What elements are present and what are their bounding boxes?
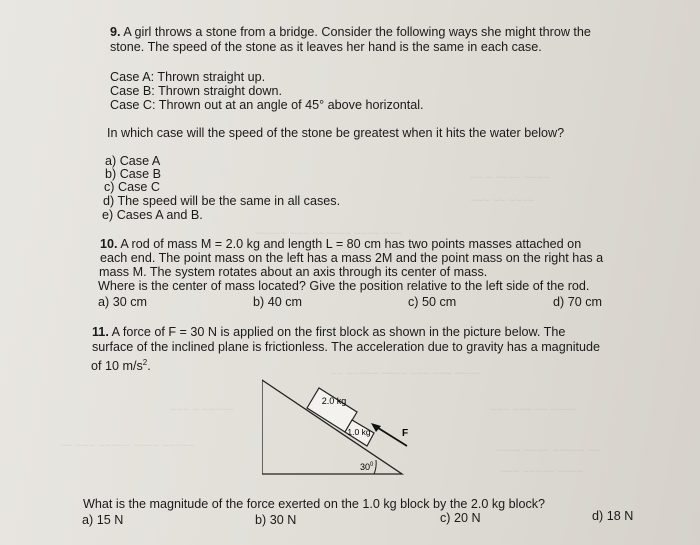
q11-option-d: d) 18 N bbox=[592, 509, 634, 523]
q10-option-b: b) 40 cm bbox=[253, 295, 302, 309]
q11-question: What is the magnitude of the force exerted on the 1.0 kg block by the 2.0 kg block? bbox=[83, 497, 546, 511]
q9-option-b: b) Case B bbox=[105, 167, 161, 181]
force-label: F bbox=[402, 428, 409, 439]
q9-option-c: c) Case C bbox=[104, 180, 160, 194]
q11-line-2: surface of the inclined plane is frictionless. The acceleration due to gravity has a magnitude bbox=[92, 340, 601, 354]
block-2kg-label: 2.0 kg bbox=[321, 396, 347, 406]
q10-line-4: Where is the center of mass located? Give the position relative to the left side of the rod. bbox=[98, 279, 590, 293]
worksheet-page: ~~ ~ ~~~~ ~~~~ ~~~ ~~ ~~~~ ~~~~~ ~~~ ~~~~~~ ~~~~ ~~~ ~~ ~~~~~ ~~~~ ~~~ ~~~ ~~~~ ~~~ ~ ~~~~~ ~~~ ~~~ ~~ ~~~~ ~~ ~~~ ~~~~~ ~~~~ ~~~~~ ~~~~ ~~~~ ~~~~~ ~~ ~~~ ~~~~~ ~~~~ 9. A girl throws a stone from a bridge. Consider the following ways she might throw the stone. The speed of the stone as it leaves her hand is the same in each case. Case A: Thrown straight up. Case B: Thrown straight down. Case C: Thrown out at an angle of 45° above horizontal. In which case will the speed of the stone be greatest when it hits the water below? a) Case A b) Case B c) Case C d) The speed will be the same in all cases. e) Cases A and B. 10. A rod of mass M = 2.0 kg and length L = 80 cm has two points masses attached on each end. The point mass on the left has a mass 2M and the point mass on the right has a mass M. The system rotates about an axis through its center of mass. Where is the center of mass located? Give the position relative to the left side of the rod. a) 30 cm b) 40 cm c) 50 cm d) 70 cm 11. A force of F = 30 N is applied on the first block as shown in the picture below. The surface of the inclined plane is frictionless. The acceleration due to gravity has a magnitude of 10 $m/s^2$. 2.0 kg 1.0 kg F $30^0$ What is the magnitude of the force exerted on the 1.0 kg block by the 2.0 kg block? a) 15 N b) 30 N c) 20 N d) 18 N bbox=[60, 25, 634, 527]
q10-line-2: each end. The point mass on the left has a mass 2M and the point mass on the right has a bbox=[100, 251, 604, 265]
q9-case-b: Case B: Thrown straight down. bbox=[110, 84, 282, 98]
q11-option-c: c) 20 N bbox=[440, 511, 481, 525]
q9-option-e: e) Cases A and B. bbox=[102, 208, 203, 222]
angle-label: $30^0$ bbox=[360, 462, 374, 472]
q9-option-a: a) Case A bbox=[105, 154, 161, 168]
q9-line-1: 9. A girl throws a stone from a bridge. Consider the following ways she might throw the bbox=[110, 25, 591, 39]
q9-line-2: stone. The speed of the stone as it leaves her hand is the same in each case. bbox=[110, 40, 542, 54]
q11-option-b: b) 30 N bbox=[255, 513, 297, 527]
q10-line-3: mass M. The system rotates about an axis through its center of mass. bbox=[99, 265, 488, 279]
inclined-plane-diagram bbox=[262, 378, 492, 478]
block-1kg bbox=[345, 420, 374, 446]
q9-question: In which case will the speed of the stone be greatest when it hits the water below? bbox=[107, 126, 565, 140]
q9-case-c: Case C: Thrown out at an angle of 45° above horizontal. bbox=[110, 98, 424, 112]
incline-triangle bbox=[262, 380, 402, 474]
q10-option-d: d) 70 cm bbox=[553, 295, 602, 309]
q9-option-d: d) The speed will be the same in all cases. bbox=[103, 194, 341, 208]
q11-line-3: of 10 $m/s^2$. bbox=[91, 358, 151, 374]
q10-option-c: c) 50 cm bbox=[408, 295, 457, 309]
q11-option-a: a) 15 N bbox=[82, 513, 124, 527]
q9-case-a: Case A: Thrown straight up. bbox=[110, 70, 266, 84]
block-1kg-label: 1.0 kg bbox=[347, 427, 371, 437]
q10-option-a: a) 30 cm bbox=[98, 295, 147, 309]
q10-line-1: 10. A rod of mass M = 2.0 kg and length L = 80 cm has two points masses attached on bbox=[100, 237, 582, 251]
q11-line-1: 11. A force of F = 30 N is applied on the first block as shown in the picture below. The bbox=[92, 325, 566, 339]
angle-arc bbox=[374, 460, 376, 474]
